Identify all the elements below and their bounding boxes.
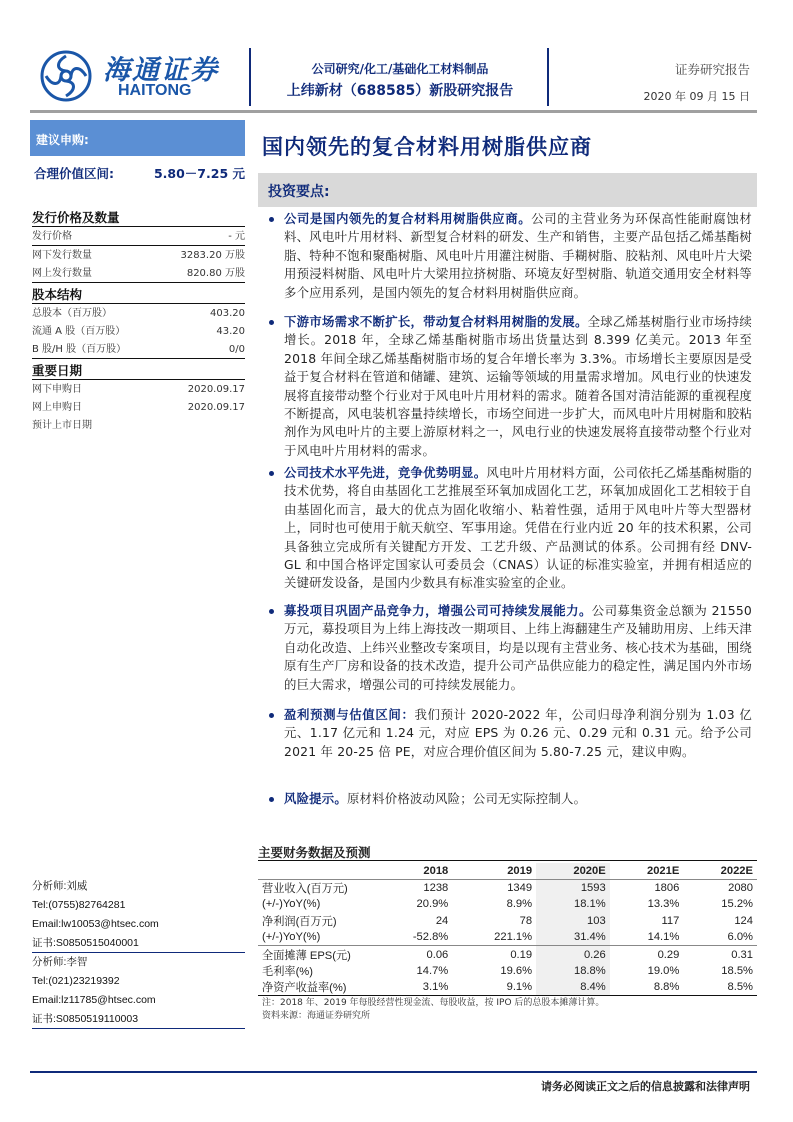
row-label: 总股本（百万股） (32, 308, 112, 319)
table-source: 资料来源：海通证券研究所 (262, 1011, 371, 1021)
report-category: 公司研究/化工/基础化工材料制品 (311, 62, 489, 76)
column-header: 2019 (507, 865, 533, 878)
row-value: 3283.20 万股 (180, 250, 245, 261)
cell-value: 8.5% (727, 981, 753, 994)
key-point-lead: 公司是国内领先的复合材料用树脂供应商。 (284, 211, 532, 226)
row-value: 0/0 (228, 344, 245, 355)
cell-value: 20.9% (416, 898, 449, 911)
key-point-text: 风电叶片用材料方面，公司依托乙烯基酯树脂的技术优势，将自由基固化工艺推展至环氧加成固化工艺，环氧加成固化工艺相较于自由基固化而言，最大的优点为固化收缩小、粘着性强，适用于风电叶片等大型器材上，同时也可使用于航天航空、军事用途。凭借在行业内近 20 年的技术积累，公司具备独立完成所有关键配方开发、工艺升级、产品测试的体系。公司拥有经 DNV-GL 和中国合格评定国家认可委员会（CNAS）认证的标准实验室，并拥有相适应的关键研发设备，是国内少数具有标准实验室的企业。 (284, 465, 752, 591)
key-point (284, 210, 752, 302)
cell-value: 3.1% (422, 981, 449, 994)
cell-value: 0.31 (731, 948, 753, 961)
info-row (32, 340, 245, 359)
table-row (258, 880, 757, 897)
bullet-icon (269, 797, 274, 802)
row-label: 预计上市日期 (32, 420, 92, 431)
table-row (258, 979, 757, 996)
section-title: 发行价格及数量 (32, 208, 245, 227)
footer-rule (30, 1071, 757, 1073)
key-point (284, 602, 752, 694)
fair-value-label: 合理价值区间: (34, 166, 114, 181)
financial-table (258, 863, 757, 996)
cell-value: -52.8% (412, 931, 449, 944)
bullet-icon (269, 217, 274, 222)
cell-value: 1806 (654, 882, 680, 895)
row-label: 网下申购日 (32, 384, 82, 395)
recommendation-badge: 建议申购: (30, 120, 245, 156)
key-point-lead: 公司技术水平先进，竞争优势明显。 (284, 465, 487, 480)
key-point-text: 全球乙烯基树脂行业市场持续增长。2018 年，全球乙烯基酯树脂市场出货量达到 8.399 亿美元。2013 年至 2018 年间全球乙烯基酯树脂市场的复合年增长率为 3.3%。市场增长主要原因是受益于复合材料在管道和储罐、建筑、运输等领域的用量需求增加。风电行业的快速发展将直接带动整个行业对于风电叶片用材料的需求。随着各国对清洁能源的重视程度不断提高，风电装机容量持续增长，市场空间进一步扩大，而风电叶片用树脂和胶粘剂作为风电叶片的主要上游原材料之一，风电行业的快速发展将直接带动整个行业对于风电叶片用材料的需求。 (284, 314, 752, 458)
column-header: 2018 (423, 865, 449, 878)
analyst-cert: 证书:S0850515040001 (32, 934, 245, 953)
info-row (32, 246, 245, 265)
key-point-text: 公司的主营业务为环保高性能耐腐蚀材料、风电叶片用材料、新型复合材料的研发、生产和销售，主要产品包括乙烯基酯树脂、特种不饱和聚酯树脂、风电叶片用灌注树脂、手糊树脂、胶粘剂、风电叶片大梁用预浸料树脂、风电叶片大梁用拉挤树脂、环境友好型树脂、轨道交通用安全材料等多个应用系列，是国内领先的复合材料用树脂供应商。 (284, 211, 752, 300)
table-header-row (258, 863, 757, 880)
report-title: 上纬新材（688585）新股研究报告 (286, 83, 514, 99)
table-row (258, 929, 757, 946)
cell-value: 19.0% (647, 964, 680, 977)
logo-text-en: HAITONG (118, 82, 192, 99)
cell-value: 0.19 (510, 948, 533, 961)
bullet-icon (269, 320, 274, 325)
row-label: 营业收入(百万元) (262, 883, 348, 896)
cell-value: 0.06 (426, 948, 449, 961)
cell-value: 78 (519, 915, 533, 928)
key-point (284, 706, 752, 761)
info-row (32, 264, 245, 283)
analyst-cert: 证书:S0850519110003 (32, 1010, 245, 1029)
column-header (258, 863, 373, 880)
cell-value: 2080 (728, 882, 753, 895)
cell-value: 24 (435, 915, 449, 928)
row-label: 毛利率(%) (262, 965, 313, 978)
row-label: 净资产收益率(%) (262, 982, 347, 995)
cell-value: 8.8% (653, 981, 680, 994)
cell-value: 1349 (507, 882, 533, 895)
key-point (284, 790, 752, 808)
cell-value: 117 (661, 915, 680, 928)
row-label: 全面摊薄 EPS(元) (262, 949, 351, 962)
key-point-lead: 募投项目巩固产品竞争力，增强公司可持续发展能力。 (284, 603, 592, 618)
report-date: 2020 年 09 月 15 日 (643, 90, 750, 103)
cell-value: 15.2% (721, 898, 753, 911)
row-label: 发行价格 (32, 231, 72, 242)
main-title: 国内领先的复合材料用树脂供应商 (262, 135, 592, 159)
column-header: 2020E (536, 863, 610, 880)
key-point (284, 464, 752, 593)
cell-value: 1593 (536, 880, 610, 897)
cell-value: 8.4% (536, 979, 610, 996)
key-point-text: 我们预计 2020-2022 年，公司归母净利润分别为 1.03 亿元、1.17 亿元和 1.24 元，对应 EPS 为 0.26 元、0.29 元和 0.31 元。给予公司 2021 年 20-25 倍 PE，对应合理价值区间为 5.80-7.25 元，建议申购。 (284, 707, 752, 759)
key-point (284, 313, 752, 460)
row-label: 净利润(百万元) (262, 916, 337, 929)
info-row (32, 322, 245, 341)
table-row (258, 913, 757, 930)
row-label: (+/-)YoY(%) (262, 898, 321, 911)
section-title: 重要日期 (32, 361, 245, 380)
cell-value: 14.7% (416, 964, 449, 977)
analyst-email[interactable]: Email:lw10053@htsec.com (32, 918, 159, 930)
key-points-heading: 投资要点: (258, 173, 757, 207)
cell-value: 0.26 (536, 946, 610, 963)
key-point-lead: 下游市场需求不断扩长，带动复合材料用树脂的发展。 (284, 314, 588, 329)
info-row (32, 398, 245, 417)
cell-value: 1238 (423, 882, 449, 895)
analyst-email[interactable]: Email:lz11785@htsec.com (32, 994, 156, 1006)
key-point-text: 公司募集资金总额为 21550 万元，募投项目为上纬上海技改一期项目、上纬上海翻建生产及辅助用房、上纬天津自动化改造、上纬兴业整改专案项目，均是以现有主营业务、核心技术为基础，围绕原有生产厂房和设备的技术改造，提升公司产品供应能力的稳定性，满足国内外市场的巨大需求，增强公司的可持续发展能力。 (284, 603, 752, 692)
cell-value: 18.1% (536, 896, 610, 913)
cell-value: 13.3% (647, 898, 680, 911)
row-value: 2020.09.17 (187, 402, 245, 413)
row-label: 网下发行数量 (32, 250, 92, 261)
cell-value: 6.0% (727, 931, 753, 944)
key-point-lead: 风险提示。 (284, 791, 347, 806)
column-header: 2022E (720, 865, 753, 878)
table-title: 主要财务数据及预测 (258, 843, 757, 861)
analyst-name: 分析师:刘威 (32, 880, 88, 892)
info-row (32, 416, 245, 435)
header-divider (249, 48, 251, 106)
info-row (32, 227, 245, 246)
key-point-text: 原材料价格波动风险；公司无实际控制人。 (346, 791, 587, 806)
row-label: (+/-)YoY(%) (262, 931, 321, 944)
row-value: - 元 (228, 231, 245, 242)
column-header: 2021E (646, 865, 680, 878)
haitong-logo-icon (40, 50, 92, 102)
fair-value: 5.80－7.25 元 (153, 166, 245, 181)
cell-value: 9.1% (506, 981, 533, 994)
row-label: 网上发行数量 (32, 268, 92, 279)
logo-text-cn: 海通证券 (103, 55, 219, 86)
analyst-tel: Tel:(0755)82764281 (32, 899, 126, 911)
bullet-icon (269, 471, 274, 476)
info-row (32, 380, 245, 399)
analyst-tel: Tel:(021)23219392 (32, 975, 120, 987)
cell-value: 221.1% (494, 931, 533, 944)
key-point-lead: 盈利预测与估值区间： (284, 707, 415, 722)
disclaimer-footer: 请务必阅读正文之后的信息披露和法律声明 (541, 1080, 750, 1093)
table-note: 注：2018 年、2019 年每股经营性现金流、每股收益，按 IPO 后的总股本摊薄计算。 (262, 998, 605, 1008)
row-label: 网上申购日 (32, 402, 82, 413)
cell-value: 31.4% (536, 929, 610, 946)
cell-value: 19.6% (500, 964, 533, 977)
row-value: 2020.09.17 (187, 384, 245, 395)
cell-value: 18.8% (536, 963, 610, 980)
info-row (32, 304, 245, 323)
cell-value: 18.5% (721, 964, 753, 977)
cell-value: 103 (536, 913, 610, 930)
table-row (258, 896, 757, 913)
cell-value: 8.9% (506, 898, 533, 911)
cell-value: 124 (734, 915, 753, 928)
row-value: 43.20 (216, 326, 245, 337)
row-value: 403.20 (210, 308, 245, 319)
cell-value: 0.29 (657, 948, 680, 961)
table-row (258, 963, 757, 980)
section-title: 股本结构 (32, 285, 245, 304)
row-label: B 股/H 股（百万股） (32, 344, 127, 355)
cell-value: 14.1% (647, 931, 680, 944)
table-row (258, 946, 757, 963)
analyst-name: 分析师:李智 (32, 956, 88, 968)
bullet-icon (269, 609, 274, 614)
report-type: 证券研究报告 (674, 62, 750, 77)
row-label: 流通 A 股（百万股） (32, 326, 126, 337)
row-value: 820.80 万股 (186, 268, 245, 279)
header-rule (30, 110, 757, 113)
bullet-icon (269, 713, 274, 718)
